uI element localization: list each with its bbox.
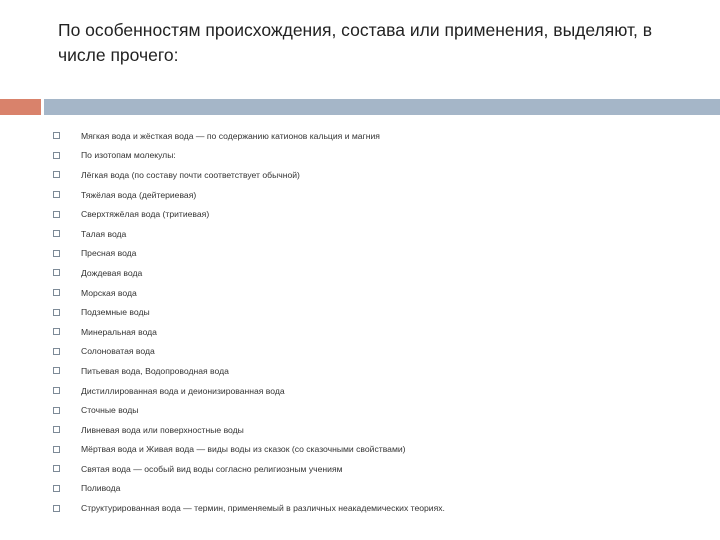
- square-bullet-icon: [53, 152, 60, 159]
- list-item-text: Дистиллированная вода и деионизированная вода: [81, 385, 285, 396]
- list-item-text: Сверхтяжёлая вода (тритиевая): [81, 209, 210, 220]
- list-item-text: Мёртвая вода и Живая вода — виды воды из сказок (со сказочными свойствами): [81, 444, 406, 455]
- header-bar: [44, 99, 720, 115]
- list-item: [52, 361, 445, 381]
- list-item-text: Сточные воды: [81, 405, 139, 416]
- list-item-text: Морская вода: [81, 287, 137, 298]
- square-bullet-icon: [53, 426, 60, 433]
- list-item-text: Структурированная вода — термин, применяемый в различных неакадемических теориях.: [81, 503, 445, 514]
- list-item: [52, 459, 445, 479]
- square-bullet-icon: [53, 211, 60, 218]
- list-item: [52, 400, 445, 420]
- list-item: [52, 302, 445, 322]
- square-bullet-icon: [53, 348, 60, 355]
- list-item: [52, 204, 445, 224]
- square-bullet-icon: [53, 446, 60, 453]
- list-item: [52, 420, 445, 440]
- list-item-text: Ливневая вода или поверхностные воды: [81, 424, 244, 435]
- list-item-text: Дождевая вода: [81, 267, 143, 278]
- list-item: [52, 381, 445, 401]
- square-bullet-icon: [53, 485, 60, 492]
- list-item-text: Мягкая вода и жёсткая вода — по содержанию катионов кальция и магния: [81, 130, 380, 141]
- list-item: [52, 224, 445, 244]
- list-item-text: Солоноватая вода: [81, 346, 155, 357]
- list-item-text: Талая вода: [81, 228, 127, 239]
- list-item-text: Лёгкая вода (по составу почти соответствует обычной): [81, 169, 300, 180]
- list-item: [52, 244, 445, 264]
- list-item-text: По изотопам молекулы:: [81, 150, 176, 161]
- bullet-list: [52, 126, 445, 518]
- square-bullet-icon: [53, 309, 60, 316]
- list-item-text: Святая вода — особый вид воды согласно религиозным учениям: [81, 463, 343, 474]
- list-item: [52, 479, 445, 499]
- square-bullet-icon: [53, 289, 60, 296]
- list-item: [52, 165, 445, 185]
- square-bullet-icon: [53, 328, 60, 335]
- square-bullet-icon: [53, 387, 60, 394]
- list-item-text: Пресная вода: [81, 248, 137, 259]
- square-bullet-icon: [53, 191, 60, 198]
- square-bullet-icon: [53, 505, 60, 512]
- list-item: [52, 126, 445, 146]
- list-item: [52, 283, 445, 303]
- square-bullet-icon: [53, 465, 60, 472]
- list-item: [52, 185, 445, 205]
- square-bullet-icon: [53, 132, 60, 139]
- square-bullet-icon: [53, 269, 60, 276]
- list-item: [52, 146, 445, 166]
- square-bullet-icon: [53, 230, 60, 237]
- list-item: [52, 498, 445, 518]
- accent-bar: [0, 99, 41, 115]
- square-bullet-icon: [53, 171, 60, 178]
- slide-title: По особенностям происхождения, состава или применения, выделяют, в числе прочего:: [58, 20, 653, 65]
- list-item-text: Тяжёлая вода (дейтериевая): [81, 189, 197, 200]
- list-item-text: Поливода: [81, 483, 121, 494]
- list-item-text: Питьевая вода, Водопроводная вода: [81, 365, 229, 376]
- square-bullet-icon: [53, 367, 60, 374]
- list-item: [52, 342, 445, 362]
- list-item: [52, 322, 445, 342]
- square-bullet-icon: [53, 250, 60, 257]
- list-item: [52, 440, 445, 460]
- list-item-text: Минеральная вода: [81, 326, 157, 337]
- list-item-text: Подземные воды: [81, 307, 150, 318]
- square-bullet-icon: [53, 407, 60, 414]
- list-item: [52, 263, 445, 283]
